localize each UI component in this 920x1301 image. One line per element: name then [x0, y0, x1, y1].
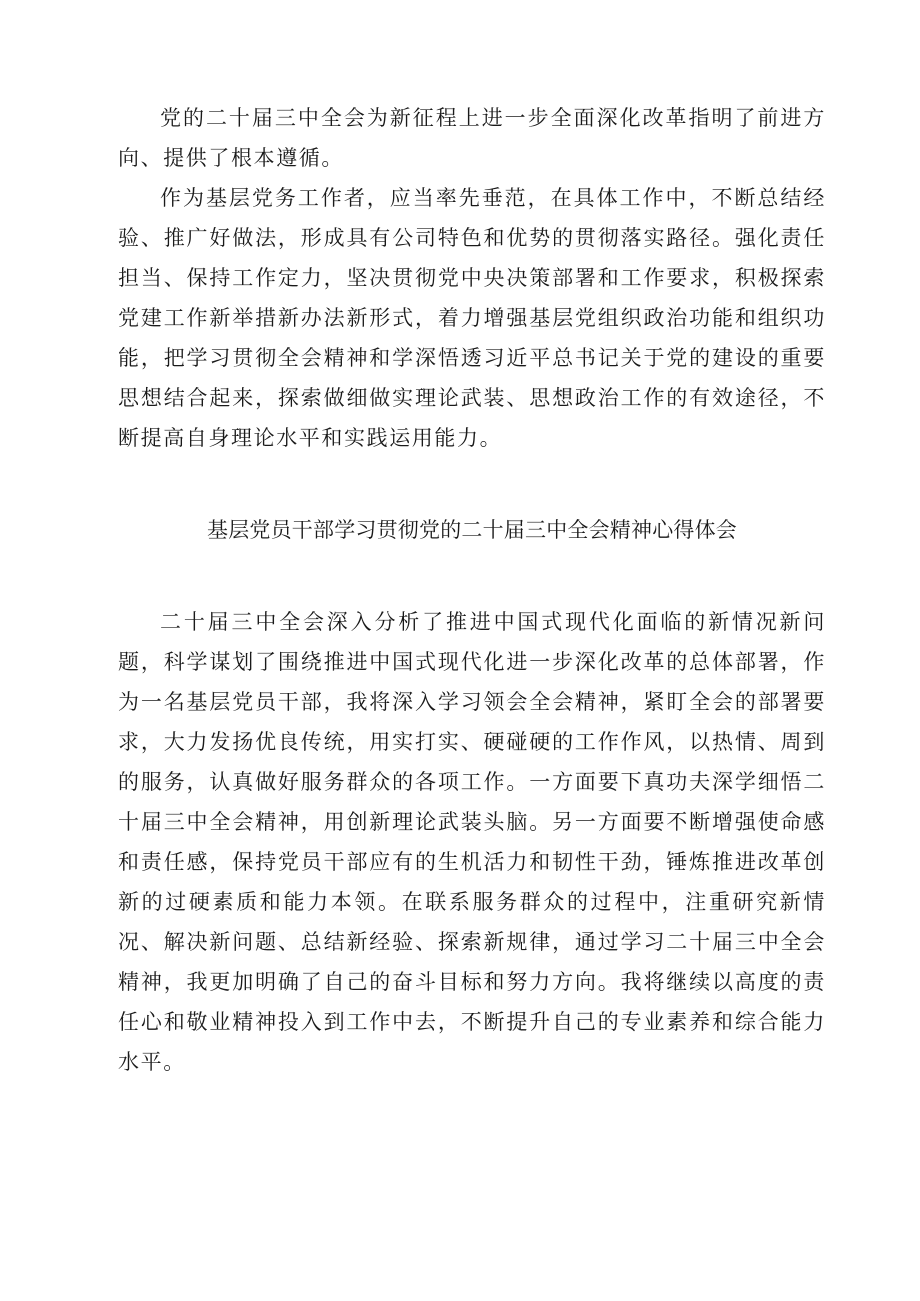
paragraph-party-cadre: 二十届三中全会深入分析了推进中国式现代化面临的新情况新问题，科学谋划了围绕推进中国式现代化进一步深化改革的总体部署，作为一名基层党员干部，我将深入学习领会全会精神，紧盯全会的部署要求，大力发扬优良传统，用实打实、硬碰硬的工作作风，以热情、周到的服务，认真做好服务群众的各项工作。一方面要下真功夫深学细悟二十届三中全会精神，用创新理论武装头脑。另一方面要不断增强使命感和责任感，保持党员干部应有的生机活力和韧性干劲，锤炼推进改革创新的过硬素质和能力本领。在联系服务群众的过程中，注重研究新情况、解决新问题、总结新经验、探索新规律，通过学习二十届三中全会精神，我更加明确了自己的奋斗目标和努力方向。我将继续以高度的责任心和敬业精神投入到工作中去，不断提升自己的专业素养和综合能力水平。	[118, 610, 826, 1074]
paragraph-intro: 党的二十届三中全会为新征程上进一步全面深化改革指明了前进方向、提供了根本遵循。	[118, 106, 826, 170]
section-title: 基层党员干部学习贯彻党的二十届三中全会精神心得体会	[207, 518, 737, 542]
section-one	[118, 98, 826, 458]
section-two	[118, 602, 826, 1082]
paragraph-grassroots-worker: 作为基层党务工作者，应当率先垂范，在具体工作中，不断总结经验、推广好做法，形成具有公司特色和优势的贯彻落实路径。强化责任担当、保持工作定力，坚决贯彻党中央决策部署和工作要求，积极探索党建工作新举措新办法新形式，着力增强基层党组织政治功能和组织功能，把学习贯彻全会精神和学深悟透习近平总书记关于党的建设的重要思想结合起来，探索做细做实理论武装、思想政治工作的有效途径，不断提高自身理论水平和实践运用能力。	[118, 186, 826, 450]
document-page	[118, 98, 826, 1082]
